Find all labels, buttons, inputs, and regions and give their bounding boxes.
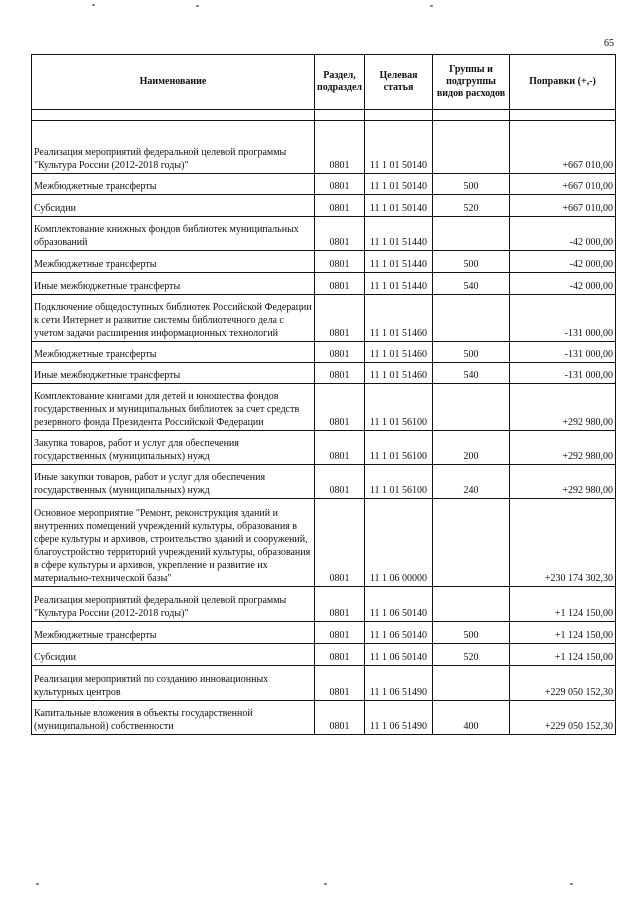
row-amount-cell: +229 050 152,30 (510, 701, 616, 735)
row-amount-cell: +229 050 152,30 (510, 666, 616, 701)
table-row (32, 587, 616, 622)
row-group-cell: 520 (433, 644, 510, 666)
row-amount-cell: +1 124 150,00 (510, 644, 616, 666)
row-name-cell: Субсидии (32, 195, 315, 217)
row-amount-cell: +667 010,00 (510, 174, 616, 195)
table-row (32, 622, 616, 644)
row-article-cell: 11 1 01 51440 (365, 217, 433, 251)
header-article: Целевая статья (365, 55, 433, 110)
row-amount-cell: -131 000,00 (510, 295, 616, 342)
header-group: Группы и подгруппы видов расходов (433, 55, 510, 110)
row-name-cell: Основное мероприятие "Ремонт, реконструкция зданий и внутренних помещений учреждений культуры, образования в сфере культуры и архивов, строительство зданий и сооружений, благоустройство территорий учреждений культуры, образования в сфере культуры и архивов, укрепление и развитие их материально-технической базы" (32, 499, 315, 587)
row-name-cell: Иные межбюджетные трансферты (32, 273, 315, 295)
row-group-cell (433, 587, 510, 622)
row-article-cell: 11 1 01 51440 (365, 251, 433, 273)
row-group-cell (433, 217, 510, 251)
table-row (32, 666, 616, 701)
scan-mark (324, 883, 327, 885)
row-group-cell: 520 (433, 195, 510, 217)
row-section-cell: 0801 (315, 217, 365, 251)
row-name-cell: Межбюджетные трансферты (32, 342, 315, 363)
scan-mark (570, 883, 573, 885)
spacer-cell (365, 110, 433, 121)
table-row (32, 273, 616, 295)
row-section-cell: 0801 (315, 121, 365, 174)
spacer-cell (510, 110, 616, 121)
table-row (32, 363, 616, 384)
row-article-cell: 11 1 06 50140 (365, 587, 433, 622)
row-article-cell: 11 1 01 56100 (365, 465, 433, 499)
row-amount-cell: +292 980,00 (510, 465, 616, 499)
scan-mark (196, 5, 199, 7)
scan-mark (36, 883, 39, 885)
row-group-cell (433, 666, 510, 701)
row-amount-cell: -42 000,00 (510, 251, 616, 273)
row-amount-cell: -131 000,00 (510, 363, 616, 384)
row-name-cell: Реализация мероприятий федеральной целевой программы "Культура России (2012-2018 годы)" (32, 121, 315, 174)
row-name-cell: Реализация мероприятий федеральной целевой программы "Культура России (2012-2018 годы)" (32, 587, 315, 622)
row-name-cell: Закупка товаров, работ и услуг для обеспечения государственных (муниципальных) нужд (32, 431, 315, 465)
row-group-cell (433, 499, 510, 587)
row-amount-cell: -131 000,00 (510, 342, 616, 363)
row-group-cell: 400 (433, 701, 510, 735)
row-article-cell: 11 1 06 00000 (365, 499, 433, 587)
table-header-row (32, 55, 616, 110)
page-number: 65 (604, 38, 614, 49)
row-amount-cell: +1 124 150,00 (510, 622, 616, 644)
table-row (32, 499, 616, 587)
row-section-cell: 0801 (315, 384, 365, 431)
row-section-cell: 0801 (315, 342, 365, 363)
table-row (32, 121, 616, 174)
row-name-cell: Иные межбюджетные трансферты (32, 363, 315, 384)
row-article-cell: 11 1 01 51460 (365, 295, 433, 342)
row-section-cell: 0801 (315, 701, 365, 735)
header-amount: Поправки (+,-) (510, 55, 616, 110)
row-group-cell: 240 (433, 465, 510, 499)
row-name-cell: Субсидии (32, 644, 315, 666)
row-name-cell: Капитальные вложения в объекты государственной (муниципальной) собственности (32, 701, 315, 735)
row-section-cell: 0801 (315, 465, 365, 499)
row-group-cell: 540 (433, 273, 510, 295)
table-row (32, 217, 616, 251)
row-group-cell: 500 (433, 251, 510, 273)
row-name-cell: Иные закупки товаров, работ и услуг для обеспечения государственных (муниципальных) нужд (32, 465, 315, 499)
table-row (32, 431, 616, 465)
row-name-cell: Реализация мероприятий по созданию инновационных культурных центров (32, 666, 315, 701)
row-amount-cell: +667 010,00 (510, 121, 616, 174)
row-section-cell: 0801 (315, 622, 365, 644)
row-group-cell: 500 (433, 174, 510, 195)
row-section-cell: 0801 (315, 295, 365, 342)
row-article-cell: 11 1 06 50140 (365, 622, 433, 644)
table-row (32, 342, 616, 363)
row-article-cell: 11 1 01 50140 (365, 195, 433, 217)
spacer-row (32, 110, 616, 121)
row-amount-cell: +292 980,00 (510, 431, 616, 465)
row-name-cell: Комплектование книжных фондов библиотек муниципальных образований (32, 217, 315, 251)
row-section-cell: 0801 (315, 174, 365, 195)
row-article-cell: 11 1 06 50140 (365, 644, 433, 666)
table-row (32, 701, 616, 735)
row-group-cell (433, 384, 510, 431)
row-group-cell: 200 (433, 431, 510, 465)
budget-table (31, 54, 616, 735)
row-group-cell: 500 (433, 622, 510, 644)
table-row (32, 644, 616, 666)
row-section-cell: 0801 (315, 363, 365, 384)
row-amount-cell: -42 000,00 (510, 273, 616, 295)
row-amount-cell: +292 980,00 (510, 384, 616, 431)
row-article-cell: 11 1 06 51490 (365, 666, 433, 701)
row-section-cell: 0801 (315, 273, 365, 295)
row-amount-cell: -42 000,00 (510, 217, 616, 251)
row-article-cell: 11 1 01 50140 (365, 174, 433, 195)
row-article-cell: 11 1 01 50140 (365, 121, 433, 174)
row-group-cell (433, 295, 510, 342)
row-article-cell: 11 1 01 51440 (365, 273, 433, 295)
row-section-cell: 0801 (315, 499, 365, 587)
row-article-cell: 11 1 01 51460 (365, 363, 433, 384)
table-row (32, 195, 616, 217)
table-row (32, 295, 616, 342)
row-article-cell: 11 1 01 56100 (365, 384, 433, 431)
row-section-cell: 0801 (315, 644, 365, 666)
table-row (32, 251, 616, 273)
row-amount-cell: +230 174 302,30 (510, 499, 616, 587)
header-section: Раздел, подраздел (315, 55, 365, 110)
table-row (32, 384, 616, 431)
row-section-cell: 0801 (315, 666, 365, 701)
row-section-cell: 0801 (315, 431, 365, 465)
row-article-cell: 11 1 01 51460 (365, 342, 433, 363)
header-name: Наименование (32, 55, 315, 110)
table-row (32, 174, 616, 195)
scan-mark (430, 5, 433, 7)
table-row (32, 465, 616, 499)
row-amount-cell: +1 124 150,00 (510, 587, 616, 622)
row-group-cell (433, 121, 510, 174)
row-article-cell: 11 1 06 51490 (365, 701, 433, 735)
row-section-cell: 0801 (315, 587, 365, 622)
table-body (32, 110, 616, 735)
row-amount-cell: +667 010,00 (510, 195, 616, 217)
row-name-cell: Межбюджетные трансферты (32, 174, 315, 195)
row-name-cell: Межбюджетные трансферты (32, 622, 315, 644)
row-name-cell: Комплектование книгами для детей и юношества фондов государственных и муниципальных библиотек за счет средств резервного фонда Президента Российской Федерации (32, 384, 315, 431)
row-article-cell: 11 1 01 56100 (365, 431, 433, 465)
row-section-cell: 0801 (315, 251, 365, 273)
row-section-cell: 0801 (315, 195, 365, 217)
spacer-cell (315, 110, 365, 121)
row-group-cell: 540 (433, 363, 510, 384)
scan-mark (92, 4, 95, 6)
spacer-cell (32, 110, 315, 121)
row-name-cell: Межбюджетные трансферты (32, 251, 315, 273)
spacer-cell (433, 110, 510, 121)
row-group-cell: 500 (433, 342, 510, 363)
row-name-cell: Подключение общедоступных библиотек Российской Федерации к сети Интернет и развитие системы библиотечного дела с учетом задачи расширения информационных технологий (32, 295, 315, 342)
